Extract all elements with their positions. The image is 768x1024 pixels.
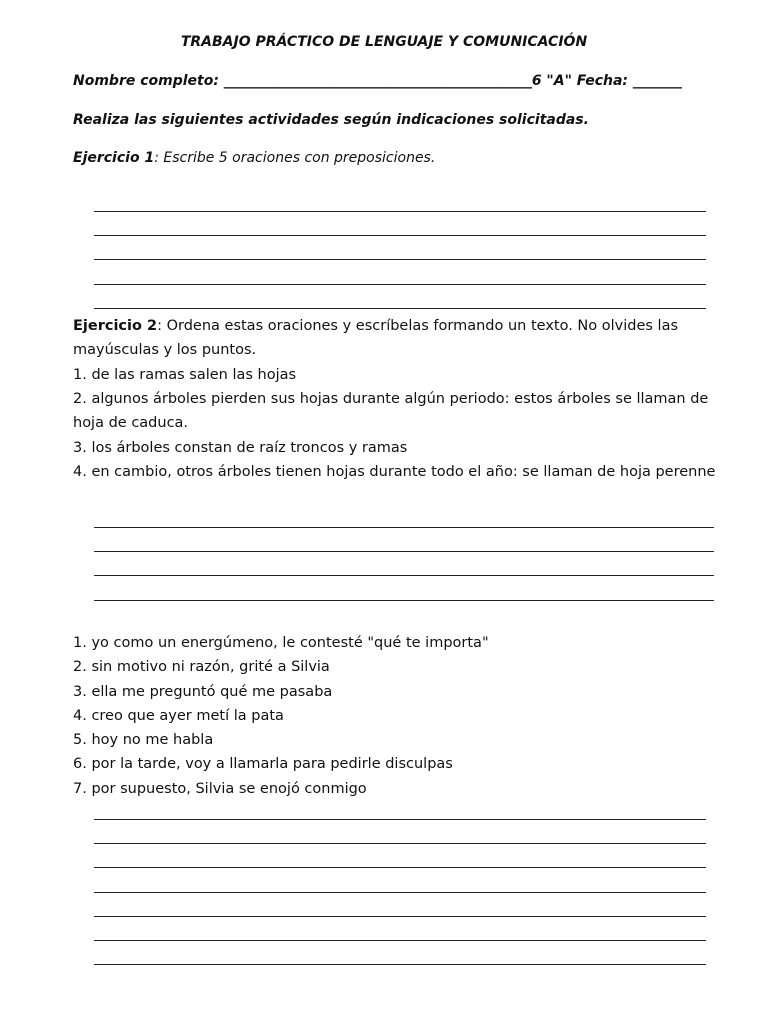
exercise-3-answer-line [94, 819, 706, 820]
list-item: 1. de las ramas salen las hojas [73, 367, 297, 383]
exercise-1-answer-line [94, 211, 706, 212]
exercise-3-list [73, 631, 489, 801]
list-item: 4. en cambio, otros árboles tienen hojas durante todo el año: se llaman de hoja perenne [73, 463, 716, 480]
list-item: 7. por supuesto, Silvia se enojó conmigo [73, 780, 367, 797]
instructions: Realiza las siguientes actividades según indicaciones solicitadas. [73, 112, 589, 128]
exercise-2-label: Ejercicio 2 [73, 318, 158, 334]
list-item: 2. sin motivo ni razón, grité a Silvia [73, 659, 330, 676]
exercise-1-answer-line [94, 308, 706, 309]
exercise-2-text: : Ordena estas oraciones y escríbelas formando un texto. No olvides las mayúsculas y los puntos. [73, 318, 679, 359]
list-item: 2. algunos árboles pierden sus hojas durante algún periodo: estos árboles se llaman de hoja de caduca. [73, 391, 709, 432]
exercise-2-answer-line [94, 575, 714, 576]
exercise-3-answer-line [94, 867, 706, 868]
list-item: 1. yo como un energúmeno, le contesté "qué te importa" [73, 635, 489, 651]
exercise-2-prompt [73, 314, 733, 362]
list-item: 3. ella me preguntó qué me pasaba [73, 683, 333, 700]
exercise-3-answer-line [94, 843, 706, 844]
list-item: 6. por la tarde, voy a llamarla para pedirle disculpas [73, 756, 453, 773]
exercise-2-list [73, 363, 733, 484]
exercise-1-answer-line [94, 235, 706, 236]
exercise-2-answer-line [94, 551, 714, 552]
list-item: 3. los árboles constan de raíz troncos y ramas [73, 439, 408, 456]
exercise-3-answer-line [94, 940, 706, 941]
exercise-3-answer-line [94, 892, 706, 893]
list-item: 4. creo que ayer metí la pata [73, 707, 284, 724]
exercise-1-label: Ejercicio 1 [73, 150, 155, 166]
exercise-2-answer-line [94, 600, 714, 601]
exercise-1-text: : Escribe 5 oraciones con preposiciones. [154, 150, 436, 166]
list-item: 5. hoy no me habla [73, 732, 214, 749]
exercise-1-prompt [73, 150, 435, 166]
exercise-2-answer-line [94, 527, 714, 528]
name-date-line: Nombre completo: ____________________________________________6 "A" Fecha: _______ [73, 73, 682, 89]
exercise-3-answer-line [94, 964, 706, 965]
exercise-1-answer-line [94, 259, 706, 260]
exercise-1-answer-line [94, 284, 706, 285]
exercise-3-answer-line [94, 916, 706, 917]
page-title: TRABAJO PRÁCTICO DE LENGUAJE Y COMUNICACIÓN [180, 34, 588, 50]
